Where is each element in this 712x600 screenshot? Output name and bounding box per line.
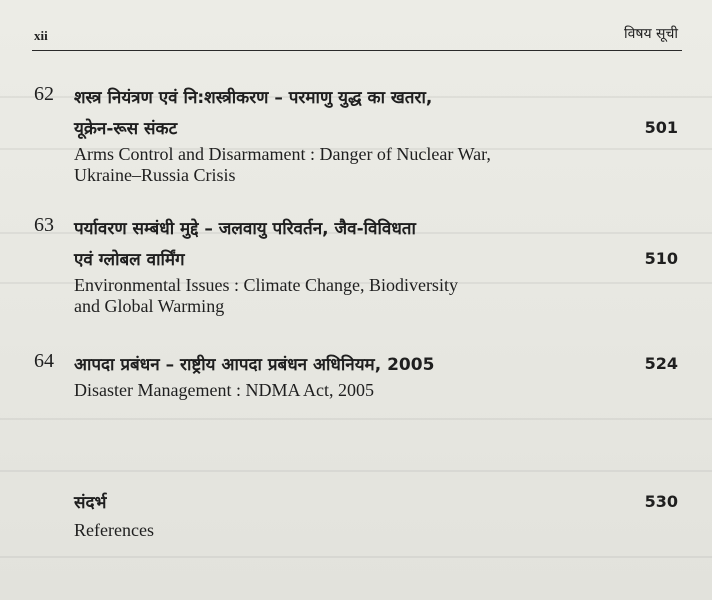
hindi-title-line: शस्त्र नियंत्रण एवं नि:शस्त्रीकरण – परमाणु युद्ध का खतरा, [74, 88, 433, 108]
toc-entry-references[interactable] [34, 488, 678, 548]
toc-entry[interactable] [34, 83, 678, 193]
bleed-line [0, 470, 712, 472]
chapter-number: 63 [34, 214, 54, 236]
hindi-title-line: संदर्भ [74, 493, 107, 513]
page-ref: 501 [644, 118, 678, 137]
page-header [34, 22, 678, 44]
english-title-line: Ukraine–Russia Crisis [74, 165, 236, 185]
bleed-line [0, 556, 712, 558]
hindi-title-line: आपदा प्रबंधन – राष्ट्रीय आपदा प्रबंधन अधिनियम, 2005 [74, 355, 435, 375]
section-title: विषय सूची [623, 26, 678, 42]
hindi-title-line: यूक्रेन-रूस संकट [74, 119, 178, 139]
page-number: xii [34, 28, 48, 43]
english-title-line: and Global Warming [74, 296, 225, 316]
chapter-number: 64 [34, 350, 54, 372]
chapter-number: 62 [34, 83, 54, 105]
english-title-line: Environmental Issues : Climate Change, Biodiversity [74, 275, 458, 295]
bleed-line [0, 418, 712, 420]
page-ref: 524 [644, 354, 678, 373]
toc-entry[interactable] [34, 350, 678, 410]
hindi-title-line: पर्यावरण सम्बंधी मुद्दे – जलवायु परिवर्तन, जैव-विविधता [74, 219, 416, 239]
english-title-line: Arms Control and Disarmament : Danger of Nuclear War, [74, 144, 491, 164]
page-ref: 510 [644, 249, 678, 268]
hindi-title-line: एवं ग्लोबल वार्मिंग [74, 250, 185, 270]
english-title-line: Disaster Management : NDMA Act, 2005 [74, 380, 374, 400]
page-ref: 530 [644, 492, 678, 511]
header-rule [32, 50, 682, 51]
english-title-line: References [74, 520, 154, 540]
toc-entry[interactable] [34, 214, 678, 324]
